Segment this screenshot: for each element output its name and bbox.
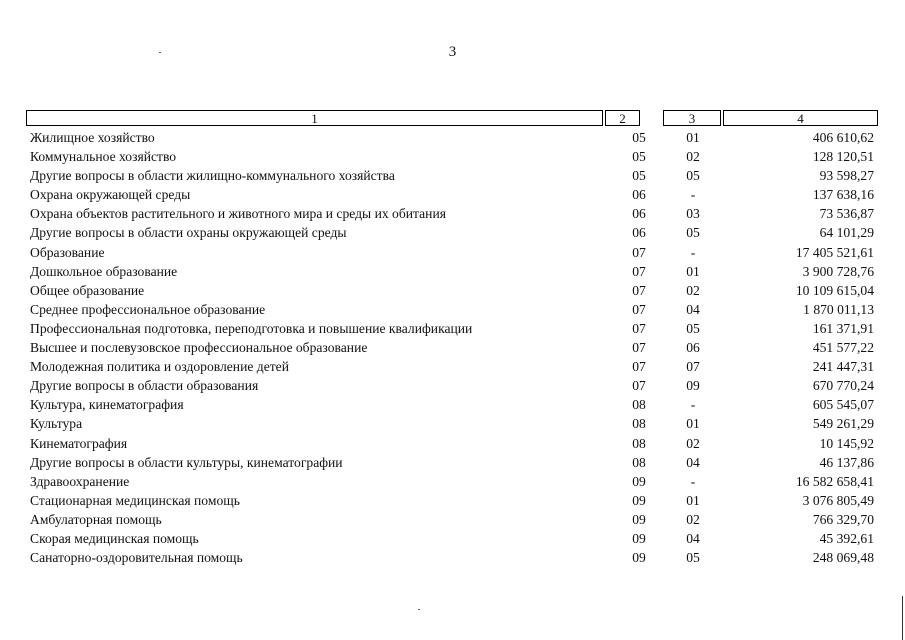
row-subsection: - <box>690 473 696 489</box>
header-col-1: 1 <box>26 110 603 126</box>
row-name: Среднее профессиональное образование <box>30 301 266 317</box>
row-amount: 10 109 615,04 <box>795 282 874 298</box>
row-subsection: 05 <box>686 225 700 241</box>
table-row <box>30 453 880 472</box>
row-name: Другие вопросы в области образования <box>30 378 259 394</box>
row-amount: 451 577,22 <box>812 340 874 356</box>
row-name: Кинематография <box>30 435 128 451</box>
row-name: Скорая медицинская помощь <box>30 530 199 546</box>
table-body <box>30 128 880 567</box>
row-section: 07 <box>632 378 646 394</box>
row-section: 05 <box>632 149 646 165</box>
row-section: 06 <box>632 187 646 203</box>
row-name: Профессиональная подготовка, переподготовка и повышение квалификации <box>30 320 473 336</box>
row-subsection: 01 <box>686 263 700 279</box>
row-amount: 137 638,16 <box>812 187 874 203</box>
row-subsection: - <box>690 187 696 203</box>
row-amount: 10 145,92 <box>819 435 874 451</box>
scan-speck <box>159 52 161 53</box>
row-amount: 1 870 011,13 <box>803 301 874 317</box>
row-section: 07 <box>632 359 646 375</box>
header-col-2: 2 <box>605 110 640 126</box>
row-amount: 766 329,70 <box>812 511 874 527</box>
row-amount: 16 582 658,41 <box>795 473 874 489</box>
row-name: Другие вопросы в области охраны окружающей среды <box>30 225 347 241</box>
row-amount: 73 536,87 <box>819 206 874 222</box>
row-section: 08 <box>632 416 646 432</box>
table-row <box>30 357 880 376</box>
row-amount: 549 261,29 <box>812 416 874 432</box>
table-row <box>30 243 880 262</box>
row-section: 07 <box>632 282 646 298</box>
row-amount: 93 598,27 <box>819 168 874 184</box>
row-subsection: 01 <box>686 492 700 508</box>
row-section: 09 <box>632 530 646 546</box>
table-row <box>30 262 880 281</box>
row-subsection: 04 <box>686 530 700 546</box>
row-name: Амбулаторная помощь <box>30 511 162 527</box>
table-row <box>30 204 880 223</box>
row-name: Жилищное хозяйство <box>30 130 155 145</box>
table-row <box>30 147 880 166</box>
row-subsection: 02 <box>686 511 700 527</box>
row-name: Стационарная медицинская помощь <box>30 492 240 508</box>
row-amount: 161 371,91 <box>812 320 874 336</box>
row-subsection: 03 <box>686 206 700 222</box>
row-amount: 45 392,61 <box>819 530 874 546</box>
row-amount: 670 770,24 <box>812 378 874 394</box>
page-number: 3 <box>448 44 457 60</box>
row-subsection: 05 <box>686 550 700 566</box>
row-section: 08 <box>632 435 646 451</box>
table-row <box>30 166 880 185</box>
row-name: Охрана окружающей среды <box>30 187 191 203</box>
header-col-4: 4 <box>723 110 878 126</box>
row-amount: 46 137,86 <box>819 454 874 470</box>
table-row <box>30 128 880 147</box>
row-name: Молодежная политика и оздоровление детей <box>30 359 289 375</box>
row-subsection: 04 <box>686 301 700 317</box>
row-subsection: 07 <box>686 359 700 375</box>
row-amount: 248 069,48 <box>812 550 874 566</box>
table-row <box>30 510 880 529</box>
row-name: Здравоохранение <box>30 473 130 489</box>
table-row <box>30 319 880 338</box>
table-header <box>26 110 878 127</box>
row-subsection: 01 <box>686 130 700 145</box>
row-subsection: 04 <box>686 454 700 470</box>
row-section: 05 <box>632 130 646 145</box>
row-amount: 3 900 728,76 <box>802 263 874 279</box>
row-name: Другие вопросы в области культуры, кинематографии <box>30 454 343 470</box>
row-subsection: 09 <box>686 378 700 394</box>
row-amount: 3 076 805,49 <box>802 492 874 508</box>
row-name: Санаторно-оздоровительная помощь <box>30 550 243 566</box>
row-subsection: - <box>690 397 696 413</box>
row-subsection: 05 <box>686 168 700 184</box>
row-name: Охрана объектов растительного и животного мира и среды их обитания <box>30 206 446 222</box>
header-col-3: 3 <box>663 110 721 126</box>
table-row <box>30 472 880 491</box>
row-name: Культура, кинематография <box>30 397 184 413</box>
row-subsection: 02 <box>686 149 700 165</box>
row-amount: 605 545,07 <box>812 397 874 413</box>
row-subsection: 01 <box>686 416 700 432</box>
table-row <box>30 281 880 300</box>
table-row <box>30 529 880 548</box>
table-row <box>30 223 880 242</box>
row-amount: 128 120,51 <box>812 149 874 165</box>
row-section: 07 <box>632 263 646 279</box>
row-section: 09 <box>632 473 646 489</box>
row-section: 09 <box>632 492 646 508</box>
table-row <box>30 376 880 395</box>
row-section: 08 <box>632 397 646 413</box>
row-subsection: 02 <box>686 282 700 298</box>
row-name: Образование <box>30 244 105 260</box>
row-amount: 241 447,31 <box>812 359 874 375</box>
row-name: Дошкольное образование <box>30 263 178 279</box>
row-section: 08 <box>632 454 646 470</box>
table-row <box>30 338 880 357</box>
row-section: 07 <box>632 340 646 356</box>
table-row <box>30 300 880 319</box>
row-section: 05 <box>632 168 646 184</box>
table-row <box>30 414 880 433</box>
row-name: Общее образование <box>30 282 145 298</box>
scan-speck <box>418 609 420 610</box>
table-row <box>30 185 880 204</box>
table-row <box>30 548 880 567</box>
row-section: 09 <box>632 550 646 566</box>
row-subsection: 05 <box>686 320 700 336</box>
table-row <box>30 395 880 414</box>
row-section: 07 <box>632 244 646 260</box>
row-amount: 64 101,29 <box>819 225 874 241</box>
row-name: Коммунальное хозяйство <box>30 149 177 165</box>
row-name: Высшее и послевузовское профессиональное образование <box>30 340 368 356</box>
table-row <box>30 491 880 510</box>
row-amount: 406 610,62 <box>812 130 874 145</box>
row-subsection: - <box>690 244 696 260</box>
row-amount: 17 405 521,61 <box>795 244 874 260</box>
row-section: 06 <box>632 225 646 241</box>
row-subsection: 06 <box>686 340 700 356</box>
table-row <box>30 434 880 453</box>
row-section: 06 <box>632 206 646 222</box>
row-name: Другие вопросы в области жилищно-коммунального хозяйства <box>30 168 395 184</box>
row-section: 07 <box>632 320 646 336</box>
row-section: 07 <box>632 301 646 317</box>
edge-mark <box>902 596 903 640</box>
row-name: Культура <box>30 416 83 432</box>
row-section: 09 <box>632 511 646 527</box>
row-subsection: 02 <box>686 435 700 451</box>
